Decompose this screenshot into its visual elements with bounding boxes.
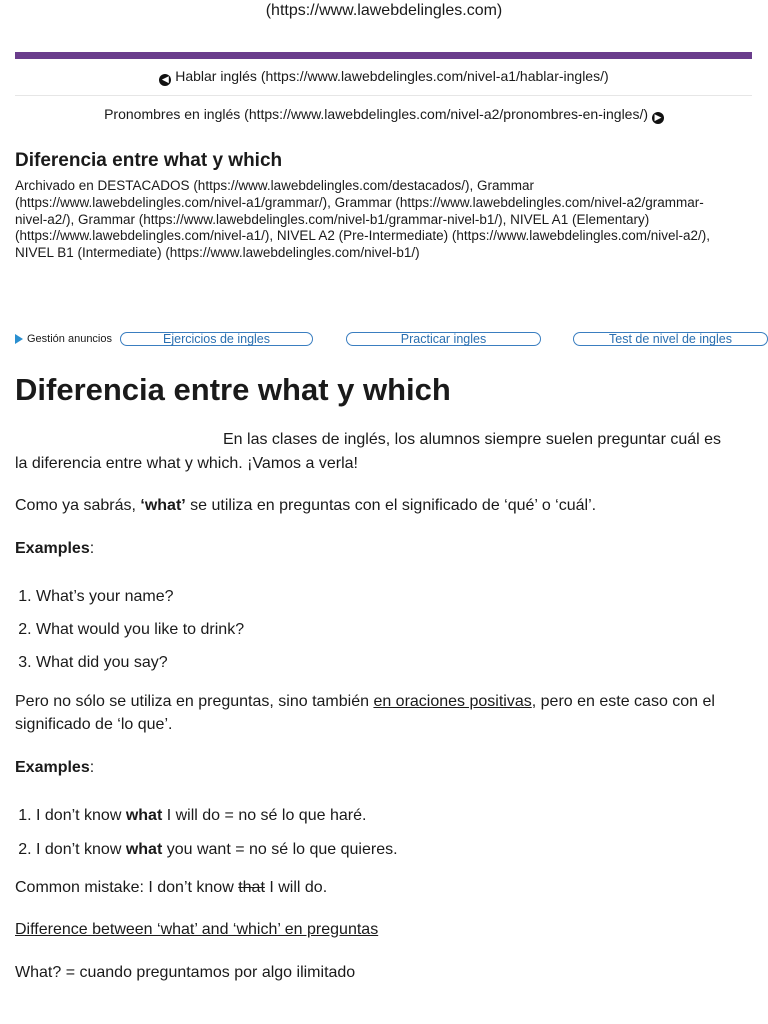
positive-sentences-paragraph xyxy=(15,690,735,737)
examples-heading-1 xyxy=(15,537,735,561)
prev-post-link[interactable] xyxy=(0,68,768,86)
post-title[interactable]: Diferencia entre what y which xyxy=(15,150,283,171)
examples-label-2: Examples xyxy=(15,758,90,776)
ex2-0-bold: what xyxy=(125,807,163,824)
intro-paragraph: En las clases de inglés, los alumnos siempre suelen preguntar cuál es la diferencia entre what y which. ¡Vamos a verla! xyxy=(15,431,722,472)
ex2-0-after: I will do = no sé lo que haré. xyxy=(162,807,367,824)
examples-colon-1: : xyxy=(89,539,95,557)
nav-divider xyxy=(15,95,752,96)
ex2-0-before: I don’t know xyxy=(36,807,126,824)
list-item: 1. What’s your name? xyxy=(36,585,735,609)
archived-categories[interactable]: Archivado en DESTACADOS (https://www.lawebdelingles.com/destacados/), Grammar (https://www.lawebdelingles.com/nivel-a1/grammar/), Grammar (https://www.lawebdelingles.com/nivel-a2/grammar-nivel-a2/), Grammar (https://www.lawebdelingles.com/nivel-b1/grammar-nivel-b1/), NIVEL A1 (Elementary) (https://www.lawebdelingles.com/nivel-a1/), NIVEL A2 (Pre-Intermediate) (https://www.lawebdelingles.com/nivel-a2/), NIVEL B1 (Intermediate) (https://www.lawebdelingles.com/nivel-b1/) xyxy=(15,178,711,261)
what-unlimited-paragraph: What? = cuando preguntamos por algo ilimitado xyxy=(15,963,356,981)
mistake-after: I will do. xyxy=(264,878,328,896)
ad-link-practicar[interactable]: Practicar ingles xyxy=(346,332,541,346)
oraciones-positivas-link[interactable]: en oraciones positivas xyxy=(373,692,532,710)
list-item xyxy=(36,804,735,828)
difference-link[interactable]: Difference between ‘what’ and ‘which’ en preguntas xyxy=(15,921,379,938)
arrow-left-circle-icon: ◀ xyxy=(159,74,171,86)
p1-after: se utiliza en preguntas con el significado de ‘qué’ o ‘cuál’. xyxy=(185,497,597,514)
prev-post-label: Hablar inglés (https://www.lawebdelingles.com/nivel-a1/hablar-ingles/) xyxy=(175,68,609,84)
examples-colon-2: : xyxy=(89,758,95,776)
header-divider-bar xyxy=(15,52,752,59)
list-item: 3. What did you say? xyxy=(36,651,735,675)
difference-heading xyxy=(15,918,735,942)
what-bold: ‘what’ xyxy=(140,497,186,514)
ad-link-test-nivel[interactable]: Test de nivel de ingles xyxy=(573,332,768,346)
ex2-1-before: I don’t know xyxy=(36,841,126,858)
next-post-link[interactable] xyxy=(0,106,768,124)
mistake-before: Common mistake: I don’t know xyxy=(15,878,239,896)
p1-before: Como ya sabrás, xyxy=(15,497,141,514)
examples-heading-2 xyxy=(15,756,735,780)
common-mistake-paragraph xyxy=(15,876,735,900)
list-item xyxy=(36,838,735,862)
article-title: Diferencia entre what y which xyxy=(15,372,451,407)
play-triangle-icon xyxy=(15,334,23,344)
p2-before: Pero no sólo se utiliza en preguntas, sino también xyxy=(15,692,374,710)
examples-list-2 xyxy=(15,804,735,862)
ex2-1-after: you want = no sé lo que quieres. xyxy=(162,841,398,858)
ex2-1-bold: what xyxy=(125,841,163,858)
examples-list-1 xyxy=(15,585,735,675)
next-post-label: Pronombres en inglés (https://www.lawebdelingles.com/nivel-a2/pronombres-en-ingles/) xyxy=(104,106,649,122)
site-url[interactable]: (https://www.lawebdelingles.com) xyxy=(265,2,503,19)
list-item: 2. What would you like to drink? xyxy=(36,618,735,642)
what-meaning-paragraph xyxy=(15,494,735,518)
ads-management[interactable] xyxy=(15,333,112,345)
ads-label: Gestión anuncios xyxy=(27,333,112,345)
p2-after: , pero en este caso con el significado de ‘lo que’. xyxy=(15,692,715,733)
examples-label-1: Examples xyxy=(15,539,90,557)
article-body xyxy=(15,428,735,984)
arrow-right-circle-icon: ▶ xyxy=(652,112,664,124)
mistake-strikethrough: that xyxy=(238,878,265,896)
ad-link-ejercicios[interactable]: Ejercicios de ingles xyxy=(120,332,313,346)
